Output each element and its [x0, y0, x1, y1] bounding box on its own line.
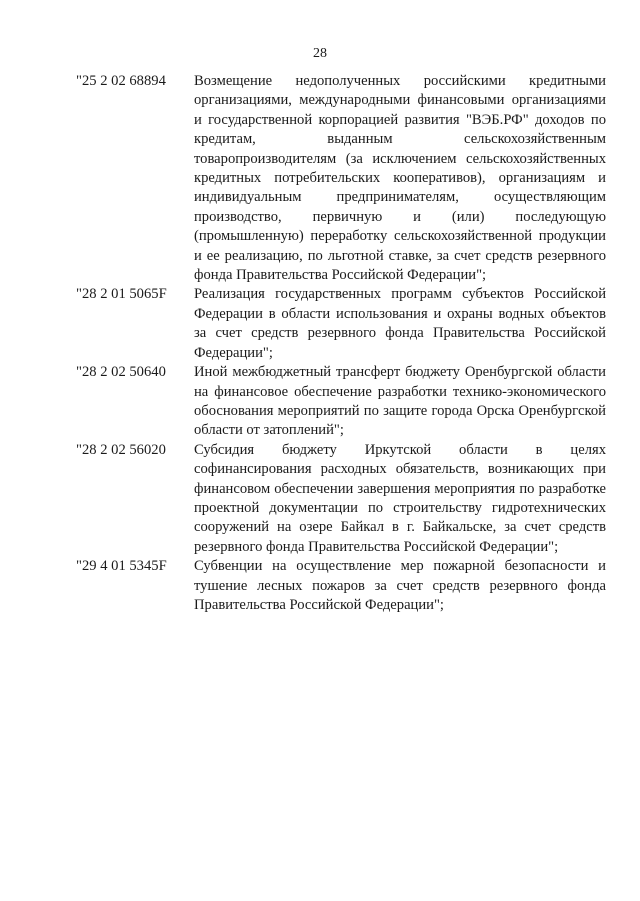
budget-entry: [76, 363, 606, 441]
budget-code-list: [76, 72, 606, 615]
budget-code: "28 2 02 50640: [76, 364, 166, 381]
budget-description: Иной межбюджетный трансферт бюджету Оренбургской области на финансовое обеспечение разработки технико-экономического обоснования мероприятий по защите города Орска Оренбургской области от затоплений";: [194, 364, 606, 439]
budget-code: "29 4 01 5345F: [76, 558, 167, 575]
budget-entry: [76, 557, 606, 615]
budget-description: Субсидия бюджету Иркутской области в целях софинансирования расходных обязательств, возникающих при финансовом обеспечении завершения мероприятия по разработке проектной документации по строительству гидротехнических сооружений на озере Байкал в г. Байкальске, за счет средств резервного фонда Правительства Российской Федерации";: [194, 441, 606, 555]
budget-code: "28 2 02 56020: [76, 441, 166, 458]
budget-entry: [76, 441, 606, 557]
budget-description: Реализация государственных программ субъектов Российской Федерации в области использования и охраны водных объектов за счет средств резервного фонда Правительства Российской Федерации";: [194, 286, 606, 361]
budget-description: Субвенции на осуществление мер пожарной безопасности и тушение лесных пожаров за счет средств резервного фонда Правительства Российской Федерации";: [194, 558, 606, 613]
budget-description: Возмещение недополученных российскими кредитными организациями, международными финансовыми организациями и государственной корпорацией развития "ВЭБ.РФ" доходов по кредитам, выданным сельскохозяйственным товаропроизводителям (за исключением сельскохозяйственных кредитных потребительских кооперативов), организациям и индивидуальным предпринимателям, осуществляющим производство, первичную и (или) последующую (промышленную) переработку сельскохозяйственной продукции и ее реализацию, по льготной ставке, за счет средств резервного фонда Правительства Российской Федерации";: [194, 73, 606, 284]
budget-entry: [76, 72, 606, 285]
budget-code: "28 2 01 5065F: [76, 286, 167, 303]
budget-entry: [76, 285, 606, 363]
page-number: 28: [313, 46, 327, 61]
budget-code: "25 2 02 68894: [76, 73, 166, 89]
